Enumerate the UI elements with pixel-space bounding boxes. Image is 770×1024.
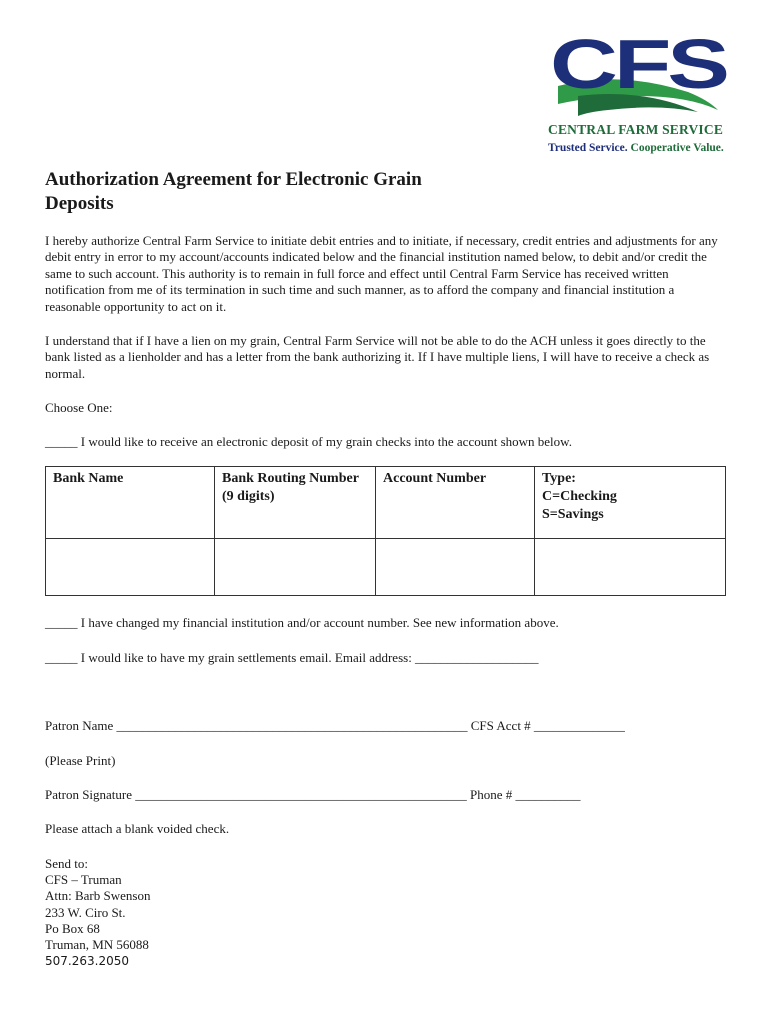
- address-line-4: Po Box 68: [45, 920, 100, 936]
- logo-tagline: [548, 142, 724, 154]
- patron-name-line[interactable]: Patron Name ______________________________________________________ CFS Acct # ______________: [45, 718, 625, 733]
- bank-info-table: [45, 466, 726, 596]
- type-savings: S=Savings: [542, 507, 604, 522]
- logo-tagline-part2: Cooperative Value.: [630, 142, 724, 154]
- type-checking: C=Checking: [542, 489, 617, 504]
- send-to-heading: Send to:: [45, 856, 88, 871]
- attach-check-note: Please attach a blank voided check.: [45, 821, 230, 836]
- logo-company-name: CENTRAL FARM SERVICE: [548, 122, 724, 137]
- bank-name-field[interactable]: [46, 539, 215, 596]
- type-label: Type:: [542, 471, 576, 486]
- choose-one-label: Choose One:: [45, 400, 113, 415]
- account-number-header: Account Number: [376, 467, 535, 539]
- account-type-header: [535, 467, 726, 539]
- document-title: Authorization Agreement for Electronic Grain Deposits: [45, 169, 422, 214]
- lien-paragraph: I understand that if I have a lien on my grain, Central Farm Service will not be able to do the ACH unless it goes directly to the bank listed as a lienholder and has a letter from the bank authorizing it. If I have multiple liens, I will have to receive a check as normal.: [45, 333, 710, 381]
- option-electronic-deposit[interactable]: _____ I would like to receive an electronic deposit of my grain checks into the account shown below.: [45, 434, 572, 449]
- routing-number-header: Bank Routing Number (9 digits): [215, 467, 376, 539]
- authorization-paragraph: I hereby authorize Central Farm Service to initiate debit entries and to initiate, if necessary, credit entries and adjustments for any debit entry in error to my account/accounts indicated below and the financial institution named below, to debit and/or credit the same to such account. This authority is to remain in full force and effect until Central Farm Service has received written notification from me of its termination in such time and such manner, as to afford the company and financial institution a reasonable opportunity to act on it.: [45, 233, 718, 314]
- option-changed-institution[interactable]: _____ I have changed my financial institution and/or account number. See new information above.: [45, 615, 559, 630]
- account-number-field[interactable]: [376, 539, 535, 596]
- bank-table-entry-row: [46, 539, 726, 596]
- address-line-1: CFS – Truman: [45, 872, 122, 888]
- address-line-2: Attn: Barb Swenson: [45, 888, 151, 904]
- address-line-3: 233 W. Ciro St.: [45, 904, 126, 920]
- send-to-address: [45, 856, 150, 969]
- logo-letters: CFS: [550, 30, 727, 103]
- patron-signature-line[interactable]: Patron Signature ___________________________________________________ Phone # __________: [45, 787, 581, 802]
- phone-number: 507.263.2050: [45, 954, 129, 969]
- please-print-note: (Please Print): [45, 753, 116, 768]
- option-email-settlements[interactable]: _____ I would like to have my grain settlements email. Email address: ___________________: [45, 650, 539, 665]
- cfs-logo-mark: [548, 30, 730, 122]
- bank-name-header: Bank Name: [46, 467, 215, 539]
- logo-tagline-part1: Trusted Service.: [548, 142, 628, 154]
- bank-table-header-row: [46, 467, 726, 539]
- address-line-5: Truman, MN 56088: [45, 937, 149, 953]
- cfs-logo: [548, 30, 730, 160]
- account-type-field[interactable]: [535, 539, 726, 596]
- routing-number-field[interactable]: [215, 539, 376, 596]
